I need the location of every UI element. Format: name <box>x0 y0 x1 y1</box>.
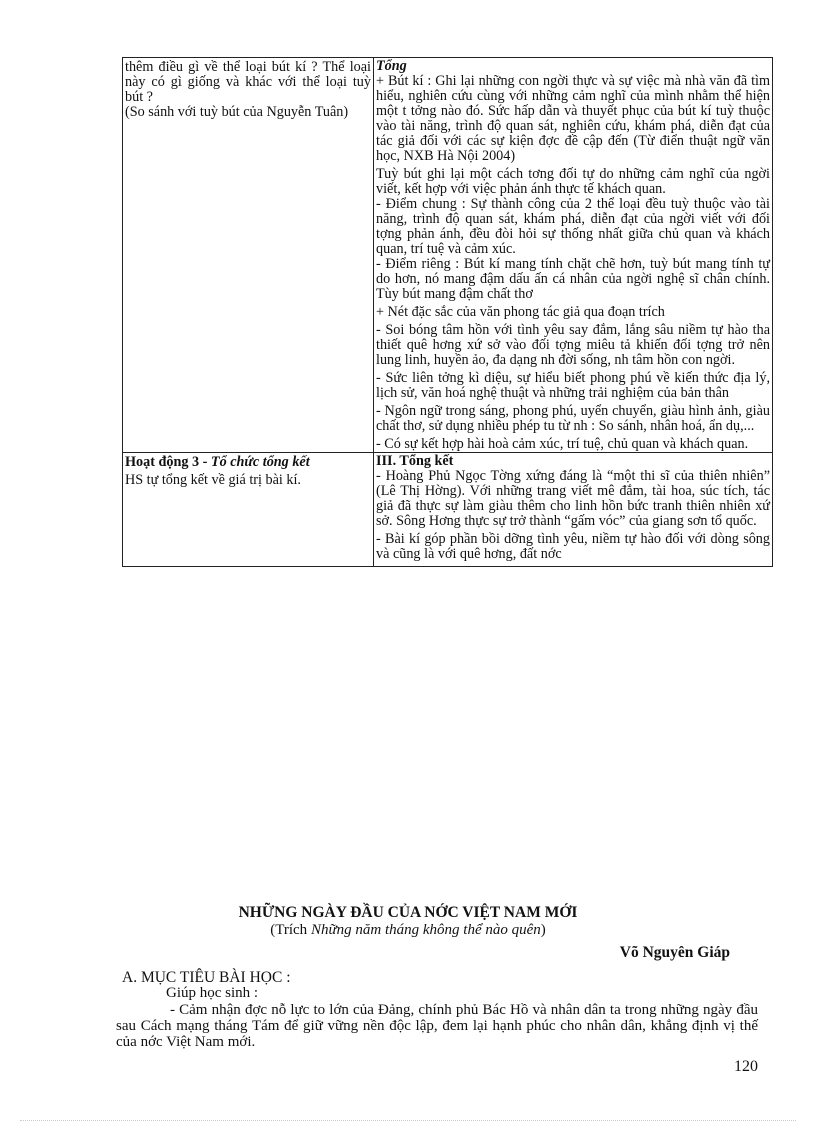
question-note: (So sánh với tuỳ bút của Nguyễn Tuân) <box>125 104 349 120</box>
content-paragraph: - Hoàng Phủ Ngọc Tờng xứng đáng là “một thi sĩ của thiên nhiên” (Lê Thị Hờng). Với những trang viết mê đắm, tài hoa, súc tích, tác giả đã thực sự làm giàu thêm cho linh hồn bức tranh thiên nhiên xứ sở. Sông Hơng thực sự trở thành “gấm vóc” của giang sơn tổ quốc. <box>376 468 770 529</box>
lesson-title: NHỮNG NGÀY ĐẦU CỦA NỚC VIỆT NAM MỚI <box>238 904 578 921</box>
objective-paragraph <box>116 1002 758 1050</box>
activity-title <box>125 455 371 470</box>
objective-text: - Cảm nhận đợc nỗ lực to lớn của Đảng, chính phủ Bác Hồ và nhân dân ta trong những ngày đầu sau Cách mạng tháng Tám để giữ vững nền độc lập, đem lại hạnh phúc cho nhân dân, khẳng định vị thế của nớc Việt Nam mới. <box>116 1002 758 1050</box>
content-paragraph: - Điểm riêng : Bút kí mang tính chặt chẽ hơn, tuỳ bút mang tính tự do hơn, nó mang đậm dấu ấn cá nhân của ngời nghệ sĩ chân chính. Tùy bút mang đậm chất thơ <box>376 256 770 302</box>
section-subheading: Giúp học sinh : <box>166 985 259 1001</box>
subtitle-suffix: ) <box>540 922 546 938</box>
content-cell <box>374 453 773 567</box>
subtitle-work: Những năm tháng không thể nào quên <box>310 922 541 938</box>
activity-cell <box>123 453 374 567</box>
content-paragraph: Tuỳ bút ghi lại một cách tơng đối tự do những cảm nghĩ của ngời viết, kết hợp với việc phản ánh thực tế khách quan. <box>376 166 770 197</box>
lesson-table <box>122 57 773 567</box>
author-name: Võ Nguyên Giáp <box>619 944 730 961</box>
content-paragraph: - Bài kí góp phần bồi dỡng tình yêu, niềm tự hào đối với dòng sông và cũng là với quê hơng, đất nớc <box>376 531 770 562</box>
content-cell <box>374 58 773 453</box>
question-text: thêm điều gì về thể loại bút kí ? Thể loại này có gì giống và khác với thể loại tuỳ bút ? <box>125 59 371 105</box>
table-row <box>123 58 773 453</box>
page-number: 120 <box>734 1058 758 1075</box>
content-paragraph: + Bút kí : Ghi lại những con ngời thực và sự việc mà nhà văn đã tìm hiểu, nghiên cứu cùng với những cảm nghĩ của mình nhằm thể hiện một t tởng nào đó. Sức hấp dẫn và thuyết phục của bút kí tuỳ thuộc vào tài năng, trình độ quan sát, nghiên cứu, khám phá, diễn đạt của tác giả đối với các sự kiện đợc đề cập đến (Từ điển thuật ngữ văn học, NXB Hà Nội 2004) <box>376 73 770 164</box>
content-paragraph: - Sức liên tởng kì diệu, sự hiểu biết phong phú về kiến thức địa lý, lịch sử, văn hoá nghệ thuật và những trải nghiệm của bản thân <box>376 370 770 401</box>
content-paragraph: - Có sự kết hợp hài hoà cảm xúc, trí tuệ, chủ quan và khách quan. <box>376 436 749 452</box>
activity-cell <box>123 58 374 453</box>
page-bottom-rule <box>20 1120 796 1121</box>
section-heading: A. MỤC TIÊU BÀI HỌC : <box>122 969 291 986</box>
table-row <box>123 453 773 567</box>
cell-heading: Tổng <box>376 58 407 74</box>
content-paragraph: + Nét đặc sắc của văn phong tác giả qua đoạn trích <box>376 304 665 320</box>
activity-title-bold: Hoạt động 3 - <box>125 454 211 470</box>
content-paragraph: - Điểm chung : Sự thành công của 2 thể loại đều tuỳ thuộc vào tài năng, trình độ quan sát, khám phá, diễn đạt của ngời viết với đối tợng phản ánh, đều đòi hỏi sự thống nhất giữa chủ quan và khách quan, trí tuệ và cảm xúc. <box>376 196 770 257</box>
activity-title-italic: Tổ chức tổng kết <box>210 454 310 470</box>
activity-text: HS tự tổng kết về giá trị bài kí. <box>125 472 301 488</box>
lesson-subtitle <box>0 922 816 939</box>
subtitle-prefix: (Trích <box>270 922 311 938</box>
cell-heading: III. Tổng kết <box>376 453 454 469</box>
content-paragraph: - Ngôn ngữ trong sáng, phong phú, uyển chuyển, giàu hình ảnh, giàu chất thơ, sử dụng nhiều phép tu từ nh : So sánh, nhân hoá, ẩn dụ,... <box>376 403 770 434</box>
content-paragraph: - Soi bóng tâm hồn với tình yêu say đắm, lắng sâu niềm tự hào tha thiết quê hơng xứ sở vào đối tợng miêu tả khiến đối tợng trở nên lung linh, huyền ảo, đa dạng nh đời sống, nh tâm hồn con ngời. <box>376 322 770 368</box>
